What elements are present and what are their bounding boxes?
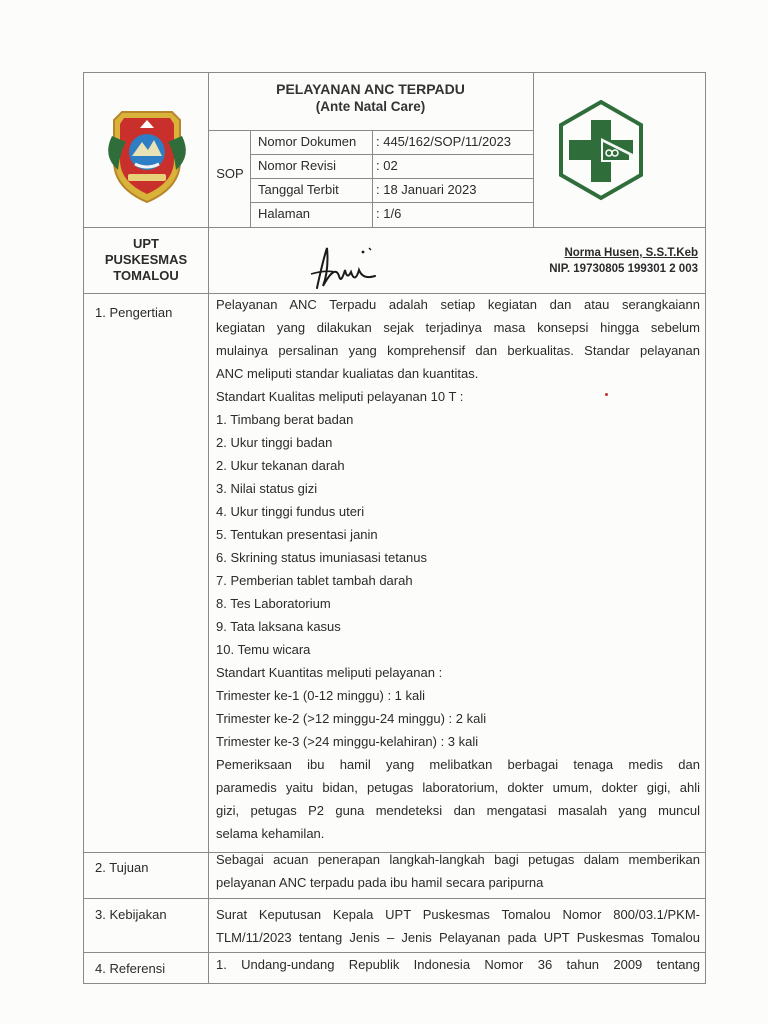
org-line-3: TOMALOU xyxy=(113,268,179,283)
pengertian-para-line: ANC meliputi standar kualiatas dan kuantitas. xyxy=(216,366,479,381)
meta-value-issue-date: : 18 Januari 2023 xyxy=(376,182,477,197)
tujuan-content xyxy=(216,848,700,894)
list-item: 6. Skrining status imuniasasi tetanus xyxy=(216,550,427,565)
meta-value-divider xyxy=(372,130,373,228)
list-item: Standart Kuantitas meliputi pelayanan : xyxy=(216,665,443,680)
referensi-content xyxy=(216,953,700,976)
pengertian-para-line: kegiatan yang dilakukan sejak terjadinya masa konsepsi hingga sebelum xyxy=(216,320,700,335)
table-border-right xyxy=(705,72,706,984)
list-item: 5. Tentukan presentasi janin xyxy=(216,527,378,542)
meta-row-line-3 xyxy=(250,202,533,203)
meta-table-top xyxy=(208,130,533,131)
list-item: Standart Kualitas meliputi pelayanan 10 T : xyxy=(216,389,464,404)
table-border-top xyxy=(83,72,706,73)
section-label-tujuan: 2. Tujuan xyxy=(95,860,149,875)
pengertian-para2-line: Pemeriksaan ibu hamil yang melibatkan berbagai tenaga medis dan xyxy=(216,757,700,772)
meta-value-page: : 1/6 xyxy=(376,206,402,221)
meta-label-document-number: Nomor Dokumen xyxy=(258,134,357,149)
list-item: 2. Ukur tekanan darah xyxy=(216,458,345,473)
scan-speck xyxy=(605,393,608,396)
table-border-bottom xyxy=(83,983,706,984)
signer-name: Norma Husen, S.S.T.Keb xyxy=(564,247,698,259)
org-line-2: PUSKESMAS xyxy=(104,252,188,267)
kebijakan-line: Surat Keputusan Kepala UPT Puskesmas Tomalou Nomor 800/03.1/PKM- xyxy=(216,907,700,922)
meta-row-line-1 xyxy=(250,154,533,155)
handwritten-signature xyxy=(305,240,385,295)
meta-value-document-number: : 445/162/SOP/11/2023 xyxy=(376,134,511,149)
list-item: 9. Tata laksana kasus xyxy=(216,619,341,634)
logo-right-divider xyxy=(533,72,534,228)
pengertian-content xyxy=(216,293,700,845)
list-item: Trimester ke-2 (>12 minggu-24 minggu) : 2 kali xyxy=(216,711,487,726)
meta-row-line-2 xyxy=(250,178,533,179)
meta-label-page: Halaman xyxy=(258,206,311,221)
meta-value-revision-number: : 02 xyxy=(376,158,398,173)
meta-sop-divider xyxy=(250,130,251,228)
meta-label-issue-date: Tanggal Terbit xyxy=(258,182,339,197)
org-line-1: UPT xyxy=(133,236,159,251)
puskesmas-logo xyxy=(555,98,647,202)
document-title xyxy=(208,80,533,116)
header-bottom-line xyxy=(83,227,706,228)
list-item: Trimester ke-3 (>24 minggu-kelahiran) : 3 kali xyxy=(216,734,479,749)
table-border-left xyxy=(83,72,84,984)
tujuan-line: pelayanan ANC terpadu pada ibu hamil secara paripurna xyxy=(216,875,544,890)
pengertian-para-line: Pelayanan ANC Terpadu adalah setiap kegiatan dan atau serangkaiann xyxy=(216,297,700,312)
list-item: 2. Ukur tinggi badan xyxy=(216,435,333,450)
sop-label: SOP xyxy=(216,166,244,181)
subtitle-text: (Ante Natal Care) xyxy=(315,99,426,114)
meta-label-revision-number: Nomor Revisi xyxy=(258,158,337,173)
list-item: 3. Nilai status gizi xyxy=(216,481,318,496)
list-item: 7. Pemberian tablet tambah darah xyxy=(216,573,413,588)
row-divider-2 xyxy=(83,898,706,899)
list-item: 8. Tes Laboratorium xyxy=(216,596,331,611)
organization-name xyxy=(84,236,208,284)
section-label-kebijakan: 3. Kebijakan xyxy=(95,907,167,922)
kebijakan-content xyxy=(216,903,700,949)
list-item: 1. Timbang berat badan xyxy=(216,412,354,427)
section-label-pengertian: 1. Pengertian xyxy=(95,305,173,320)
pengertian-para-line: mulainya persalinan yang komprehensif dan berkualitas. Standar pelayanan xyxy=(216,343,700,358)
list-item: 4. Ukur tinggi fundus uteri xyxy=(216,504,365,519)
signer-block xyxy=(549,245,698,277)
pengertian-para2-line: gizi, petugas P2 guna mendeteksi dan mengatasi masalah yang muncul xyxy=(216,803,700,818)
referensi-line: 1. Undang-undang Republik Indonesia Nomor 36 tahun 2009 tentang xyxy=(216,957,700,972)
kebijakan-line: TLM/11/2023 tentang Jenis – Jenis Pelayanan pada UPT Puskesmas Tomalou xyxy=(216,930,700,945)
pengertian-para2-line: paramedis yaitu bidan, petugas laboratorium, dokter umum, dokter gigi, ahli xyxy=(216,780,700,795)
list-item: Trimester ke-1 (0-12 minggu) : 1 kali xyxy=(216,688,426,703)
regency-emblem-logo xyxy=(102,106,192,206)
signer-nip: NIP. 19730805 199301 2 003 xyxy=(549,263,698,275)
column-divider xyxy=(208,72,209,983)
tujuan-line: Sebagai acuan penerapan langkah-langkah bagi petugas dalam memberikan xyxy=(216,852,700,867)
title-text: PELAYANAN ANC TERPADU xyxy=(276,81,465,97)
pengertian-para2-line: selama kehamilan. xyxy=(216,826,325,841)
list-item: 10. Temu wicara xyxy=(216,642,311,657)
section-label-referensi: 4. Referensi xyxy=(95,961,166,976)
